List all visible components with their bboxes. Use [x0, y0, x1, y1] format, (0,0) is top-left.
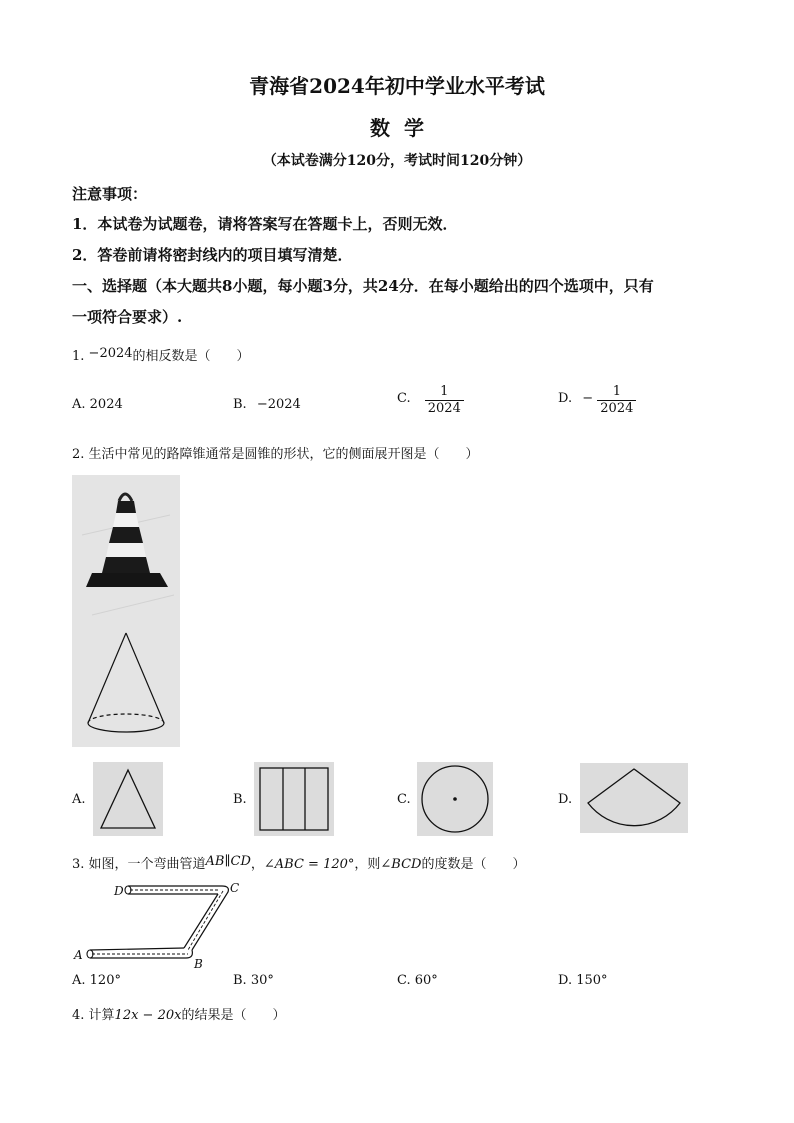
- q3-angle-expression: ∠ABC = 120°: [263, 857, 355, 872]
- notice-item-2: 2．答卷前请将密封线内的项目填写清楚．: [72, 246, 353, 264]
- notice-item-1: 1．本试卷为试题卷，请将答案写在答题卡上，否则无效．: [72, 215, 458, 233]
- subject-title: 数学: [370, 116, 438, 140]
- circle-shape: [417, 762, 493, 836]
- q1-option-c-numerator: 1: [425, 384, 464, 401]
- q3-parallel-expression: AB∥CD: [205, 854, 251, 869]
- q3-target-angle: ∠BCD: [380, 857, 422, 872]
- q3-separator: ，: [250, 857, 264, 872]
- exam-title: 青海省2024年初中学业水平考试: [249, 74, 545, 98]
- q3-option-b: B. 30°: [233, 973, 274, 988]
- question-4: [72, 1004, 285, 1023]
- question-2: 2. 生活中常见的路障锥通常是圆锥的形状，它的侧面展开图是（ ）: [72, 447, 479, 462]
- q1-stem: 的相反数是（ ）: [132, 349, 250, 364]
- q1-prefix: 1.: [72, 349, 85, 364]
- q3-option-d: D. 150°: [558, 973, 608, 988]
- q4-expression: 12x − 20x: [114, 1008, 182, 1023]
- q2-option-b-image: [254, 762, 334, 836]
- q2-option-d-label: D.: [558, 792, 573, 807]
- q3-suffix: 的度数是（ ）: [421, 857, 526, 872]
- q2-option-a-label: A.: [72, 792, 86, 807]
- q1-option-c-fraction: [425, 384, 464, 417]
- section-1-heading-cont: 一项符合要求）.: [72, 308, 183, 326]
- q1-expression: −2024: [88, 346, 133, 361]
- q1-option-d-denominator: 2024: [600, 401, 634, 416]
- pipe-label-a: A: [74, 948, 83, 962]
- q1-option-d-numerator: 1: [597, 384, 636, 401]
- q2-option-d-image: [580, 763, 688, 833]
- notice-heading: 注意事项：: [72, 185, 148, 203]
- q1-option-c-denominator: 2024: [427, 401, 461, 416]
- q2-option-a-image: [93, 762, 163, 836]
- traffic-cone-photo: [72, 475, 180, 747]
- traffic-cone-figure: [72, 475, 180, 747]
- q3-option-a: A. 120°: [72, 973, 121, 988]
- q4-prefix: 4. 计算: [72, 1008, 115, 1023]
- section-1-heading: 一、选择题（本大题共8小题，每小题3分，共24分．在每小题给出的四个选项中，只有: [72, 277, 654, 295]
- q1-option-b-value: −2024: [256, 397, 301, 412]
- q1-option-d-fraction: [597, 384, 636, 417]
- question-3: [72, 853, 525, 872]
- q2-option-b-label: B.: [233, 792, 247, 807]
- q2-option-c-image: [417, 762, 493, 836]
- q3-prefix: 3. 如图，一个弯曲管道: [72, 857, 206, 872]
- q2-option-c-label: C.: [397, 792, 411, 807]
- pipe-label-c: C: [230, 881, 240, 895]
- q3-option-c: C. 60°: [397, 973, 438, 988]
- q1-option-c: [397, 384, 464, 417]
- q1-option-c-label: C.: [397, 391, 411, 406]
- q1-option-a: A. 2024: [72, 397, 123, 412]
- q1-option-b: [233, 397, 301, 412]
- q1-option-d-label: D.: [558, 391, 573, 406]
- sector-shape: [580, 763, 688, 833]
- q3-then: ，则: [354, 857, 381, 872]
- pipe-label-b: B: [194, 957, 203, 970]
- q1-option-d-sign: −: [582, 391, 594, 406]
- question-1: [72, 345, 250, 364]
- bent-pipe-figure: [72, 878, 262, 970]
- triangle-shape: [93, 762, 163, 836]
- q1-option-b-label: B.: [233, 397, 247, 412]
- q1-option-d: [558, 384, 636, 417]
- exam-note: （本试卷满分120分，考试时间120分钟）: [262, 153, 532, 169]
- rectangle-shape: [254, 762, 334, 836]
- pipe-label-d: D: [114, 884, 124, 898]
- q4-suffix: 的结果是（ ）: [181, 1008, 286, 1023]
